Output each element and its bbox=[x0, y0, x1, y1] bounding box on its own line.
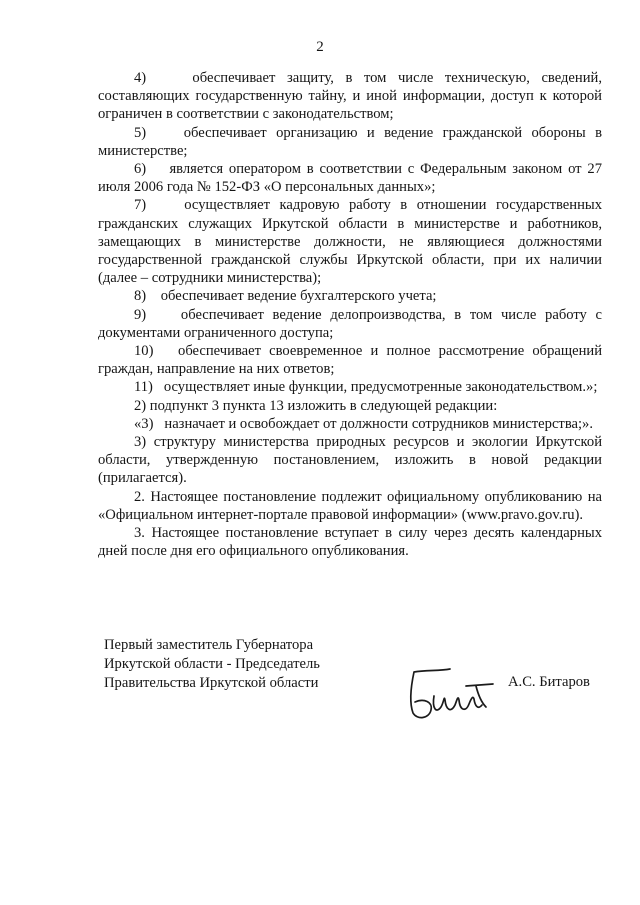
paragraph-item-11: 11) осуществляет иные функции, предусмотренные законодательством.»; bbox=[134, 379, 598, 396]
paragraph-item-7: 7) осуществляет кадровую работу в отношении государственных гражданских служащих Иркутской области в министерстве и работников, замещающих в министерстве должности, не являющиеся должностями государственной гражданской службы Иркутской области, при их наличии (далее – сотрудники министерства); bbox=[98, 197, 602, 287]
paragraph-section-3: 3. Настоящее постановление вступает в силу через десять календарных дней после дня его официального опубликования. bbox=[98, 525, 602, 560]
paragraph-item-4: 4) обеспечивает защиту, в том числе техническую, сведений, составляющих государственную тайну, и иной информации, доступ к которой ограничен в соответствии с законодательством; bbox=[98, 70, 602, 123]
signatory-title bbox=[104, 636, 320, 693]
signer-name: А.С. Битаров bbox=[508, 674, 590, 690]
signatory-title-line-3: Правительства Иркутской области bbox=[104, 675, 319, 691]
document-body bbox=[98, 69, 602, 560]
handwritten-signature bbox=[400, 664, 504, 724]
page-number: 2 bbox=[316, 39, 324, 55]
paragraph-section-2: 2. Настоящее постановление подлежит официальному опубликованию на «Официальном интернет-портале правовой информации» (www.pravo.gov.ru). bbox=[98, 488, 602, 523]
paragraph-item-8: 8) обеспечивает ведение бухгалтерского учета; bbox=[134, 288, 437, 305]
paragraph-item-5: 5) обеспечивает организацию и ведение гражданской обороны в министерстве; bbox=[98, 124, 602, 159]
signatory-title-line-1: Первый заместитель Губернатора bbox=[104, 637, 314, 653]
signature-block bbox=[104, 636, 604, 716]
paragraph-item-10: 10) обеспечивает своевременное и полное рассмотрение обращений граждан, направление на них ответов; bbox=[98, 343, 602, 378]
paragraph-amendment-3: 3) структуру министерства природных ресурсов и экологии Иркутской области, утвержденную постановлением, изложить в новой редакции (прилагается). bbox=[98, 434, 602, 487]
paragraph-item-6: 6) является оператором в соответствии с Федеральным законом от 27 июля 2006 года № 152-ФЗ «О персональных данных»; bbox=[98, 161, 602, 196]
paragraph-item-9: 9) обеспечивает ведение делопроизводства, в том числе работу с документами ограниченного доступа; bbox=[98, 306, 602, 341]
paragraph-amendment-2: 2) подпункт 3 пункта 13 изложить в следующей редакции: bbox=[134, 397, 498, 414]
signatory-title-line-2: Иркутской области - Председатель bbox=[104, 656, 320, 672]
paragraph-quoted-item-3: «3) назначает и освобождает от должности сотрудников министерства;». bbox=[134, 415, 593, 432]
